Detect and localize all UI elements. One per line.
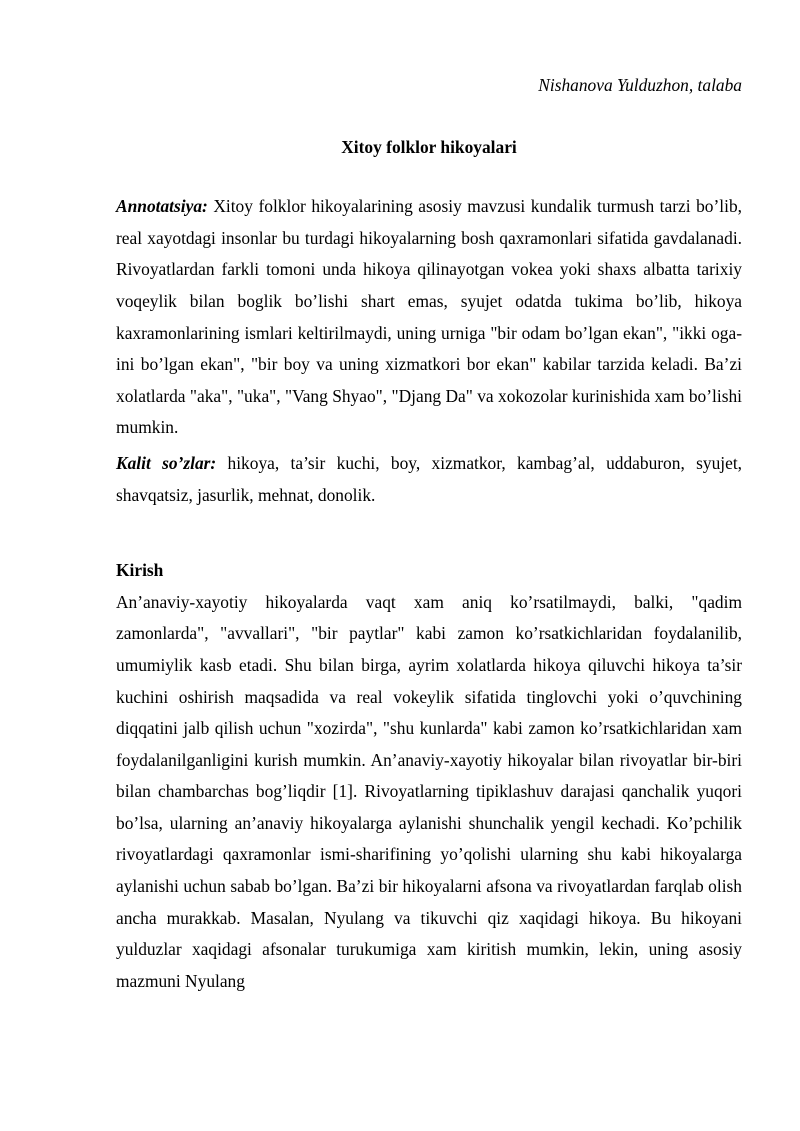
document-page	[116, 70, 742, 997]
introduction-paragraph: An’anaviy-xayotiy hikoyalarda vaqt xam aniq ko’rsatilmaydi, balki, "qadim zamonlarda", "avvallari", "bir paytlar" kabi zamon ko’rsatkichlaridan foydalanilib, umumiylik kasb etadi. Shu bilan birga, ayrim xolatlarda hikoya qiluvchi hikoya ta’sir kuchini oshirish maqsadida va real vokeylik sifatida tinglovchi yoki o’quvchining diqqatini jalb qilish uchun "xozirda", "shu kunlarda" kabi zamon ko’rsatkichlaridan xam foydalanilganligini kurish mumkin. An’anaviy-xayotiy hikoyalar bilan rivoyatlar bir-biri bilan chambarchas bog’liqdir [1]. Rivoyatlarning tipiklashuv darajasi qanchalik yuqori bo’lsa, ularning an’anaviy hikoyalarga aylanishi shunchalik yengil kechadi. Ko’pchilik rivoyatlardagi qaxramonlar ismi-sharifining yo’qolishi ularning shu kabi hikoyalarga aylanishi uchun sabab bo’lgan. Ba’zi bir hikoyalarni afsona va rivoyatlardan farqlab olish ancha murakkab. Masalan, Nyulang va tikuvchi qiz xaqidagi hikoya. Bu hikoyani yulduzlar xaqidagi afsonalar turukumiga xam kiritish mumkin, lekin, uning asosiy mazmuni Nyulang	[116, 591, 742, 991]
keywords-label: Kalit so’zlar:	[116, 452, 217, 473]
annotation-text: Xitoy folklor hikoyalarining asosiy mavzusi kundalik turmush tarzi bo’lib, real xayotdagi insonlar bu turdagi hikoyalarning bosh qaxramonlari sifatida gavdalanadi. Rivoyatlardan farkli tomoni unda hikoya qilinayotgan vokea yoki shaxs albatta tarixiy voqeylik bilan boglik bo’lishi shart emas, syujet odatda tukima bo’lib, hikoya kaxramonlarining ismlari keltirilmaydi, uning urniga "bir odam bo’lgan ekan", "ikki oga-ini bo’lgan ekan", "bir boy va uning xizmatkori bor ekan" kabilar tarzida keladi. Ba’zi xolatlarda "aka", "uka", "Vang Shyao", "Djang Da" va xokozolar kurinishida xam bo’lishi mumkin.	[116, 196, 742, 438]
author-line: Nishanova Yulduzhon, talaba	[538, 75, 742, 95]
annotation-label: Annotatsiya:	[116, 196, 208, 217]
keywords-text: hikoya, ta’sir kuchi, boy, xizmatkor, kambag’al, uddaburon, syujet, shavqatsiz, jasurlik, mehnat, donolik.	[116, 452, 742, 505]
section-heading-introduction: Kirish	[116, 560, 164, 581]
article-title: Xitoy folklor hikoyalari	[341, 136, 517, 157]
keywords-paragraph	[116, 448, 742, 511]
annotation-paragraph	[116, 191, 742, 444]
